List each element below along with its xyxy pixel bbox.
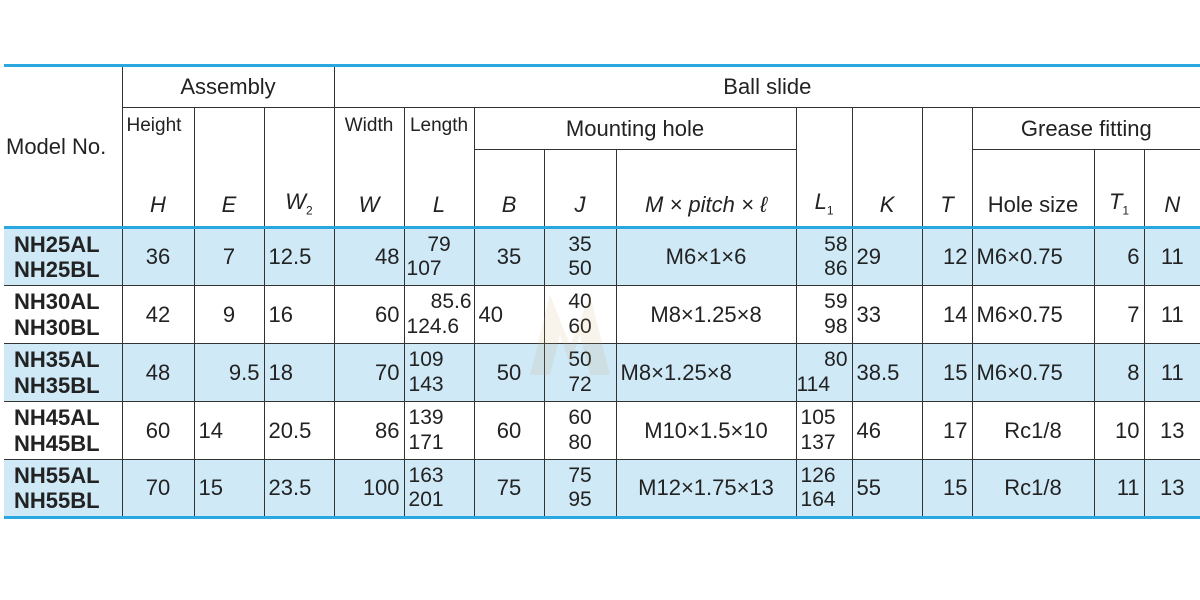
- cell-J: 35 50: [544, 228, 616, 286]
- cell-W: 48: [334, 228, 404, 286]
- cell-K: 46: [852, 402, 922, 460]
- cell-hole-size: Rc1/8: [972, 460, 1094, 518]
- cell-T: 15: [922, 460, 972, 518]
- header-row-3: [4, 150, 1200, 228]
- sym-B: B: [474, 150, 544, 228]
- cell-J: 50 72: [544, 344, 616, 402]
- length-header: Length: [404, 108, 474, 150]
- hole-size-header: Hole size: [972, 150, 1094, 228]
- model-cell: NH35AL NH35BL: [4, 344, 122, 402]
- model-cell: NH55AL NH55BL: [4, 460, 122, 518]
- cell-J: 75 95: [544, 460, 616, 518]
- cell-W: 86: [334, 402, 404, 460]
- cell-J: 60 80: [544, 402, 616, 460]
- cell-M: M6×1×6: [616, 228, 796, 286]
- sym-L: L: [404, 150, 474, 228]
- cell-N: 11: [1144, 286, 1200, 344]
- height-header: Height: [122, 108, 194, 150]
- cell-T: 15: [922, 344, 972, 402]
- cell-E: 15: [194, 460, 264, 518]
- cell-hole-size: Rc1/8: [972, 402, 1094, 460]
- cell-E: 9.5: [194, 344, 264, 402]
- assembly-header: Assembly: [122, 66, 334, 108]
- cell-T1: 7: [1094, 286, 1144, 344]
- cell-K: 55: [852, 460, 922, 518]
- cell-W2: 12.5: [264, 228, 334, 286]
- cell-N: 11: [1144, 344, 1200, 402]
- sym-T: T: [922, 108, 972, 228]
- cell-hole-size: M6×0.75: [972, 228, 1094, 286]
- cell-M: M8×1.25×8: [616, 286, 796, 344]
- cell-N: 11: [1144, 228, 1200, 286]
- table-row: [4, 286, 1200, 344]
- model-cell: NH25AL NH25BL: [4, 228, 122, 286]
- cell-L1: 80 114: [796, 344, 852, 402]
- model-cell: NH30AL NH30BL: [4, 286, 122, 344]
- cell-M: M12×1.75×13: [616, 460, 796, 518]
- cell-T1: 8: [1094, 344, 1144, 402]
- cell-J: 40 60: [544, 286, 616, 344]
- model-cell: NH45AL NH45BL: [4, 402, 122, 460]
- grease-fitting-header: Grease fitting: [972, 108, 1200, 150]
- sym-K: K: [852, 108, 922, 228]
- mounting-hole-header: Mounting hole: [474, 108, 796, 150]
- cell-M: M10×1.5×10: [616, 402, 796, 460]
- cell-L: 109 143: [404, 344, 474, 402]
- cell-W: 70: [334, 344, 404, 402]
- sym-H: H: [122, 150, 194, 228]
- cell-T1: 10: [1094, 402, 1144, 460]
- sym-J: J: [544, 150, 616, 228]
- cell-T1: 11: [1094, 460, 1144, 518]
- spec-table-container: [4, 64, 1200, 519]
- cell-L: 85.6 124.6: [404, 286, 474, 344]
- sym-W: W: [334, 150, 404, 228]
- cell-hole-size: M6×0.75: [972, 344, 1094, 402]
- cell-H: 70: [122, 460, 194, 518]
- cell-E: 14: [194, 402, 264, 460]
- cell-M: M8×1.25×8: [616, 344, 796, 402]
- model-no-header: Model No.: [4, 66, 122, 228]
- width-header: Width: [334, 108, 404, 150]
- cell-H: 42: [122, 286, 194, 344]
- cell-L: 79 107: [404, 228, 474, 286]
- cell-T: 14: [922, 286, 972, 344]
- cell-T: 17: [922, 402, 972, 460]
- cell-B: 60: [474, 402, 544, 460]
- cell-hole-size: M6×0.75: [972, 286, 1094, 344]
- cell-L1: 105 137: [796, 402, 852, 460]
- sym-N: N: [1144, 150, 1200, 228]
- cell-K: 29: [852, 228, 922, 286]
- cell-W2: 23.5: [264, 460, 334, 518]
- cell-T: 12: [922, 228, 972, 286]
- header-row-2: [4, 108, 1200, 150]
- header-row-1: [4, 66, 1200, 108]
- cell-W2: 16: [264, 286, 334, 344]
- cell-E: 7: [194, 228, 264, 286]
- sym-E: E: [194, 108, 264, 228]
- cell-B: 75: [474, 460, 544, 518]
- sym-T1: $T_1$: [1094, 150, 1144, 228]
- cell-E: 9: [194, 286, 264, 344]
- cell-W2: 20.5: [264, 402, 334, 460]
- cell-N: 13: [1144, 460, 1200, 518]
- cell-W: 100: [334, 460, 404, 518]
- cell-H: 48: [122, 344, 194, 402]
- cell-H: 36: [122, 228, 194, 286]
- cell-K: 38.5: [852, 344, 922, 402]
- sym-M-pitch: M × pitch × ℓ: [616, 150, 796, 228]
- cell-L1: 58 86: [796, 228, 852, 286]
- cell-L1: 59 98: [796, 286, 852, 344]
- cell-N: 13: [1144, 402, 1200, 460]
- ball-slide-header: Ball slide: [334, 66, 1200, 108]
- cell-B: 50: [474, 344, 544, 402]
- cell-L: 163 201: [404, 460, 474, 518]
- table-row: [4, 228, 1200, 286]
- cell-W2: 18: [264, 344, 334, 402]
- sym-W2: $W_2$: [264, 108, 334, 228]
- cell-B: 35: [474, 228, 544, 286]
- table-row: [4, 344, 1200, 402]
- cell-K: 33: [852, 286, 922, 344]
- sym-L1: $L_1$: [796, 108, 852, 228]
- cell-W: 60: [334, 286, 404, 344]
- cell-H: 60: [122, 402, 194, 460]
- cell-L: 139 171: [404, 402, 474, 460]
- cell-T1: 6: [1094, 228, 1144, 286]
- table-row: [4, 402, 1200, 460]
- cell-L1: 126 164: [796, 460, 852, 518]
- table-row: [4, 460, 1200, 518]
- spec-table: [4, 64, 1200, 519]
- cell-B: 40: [474, 286, 544, 344]
